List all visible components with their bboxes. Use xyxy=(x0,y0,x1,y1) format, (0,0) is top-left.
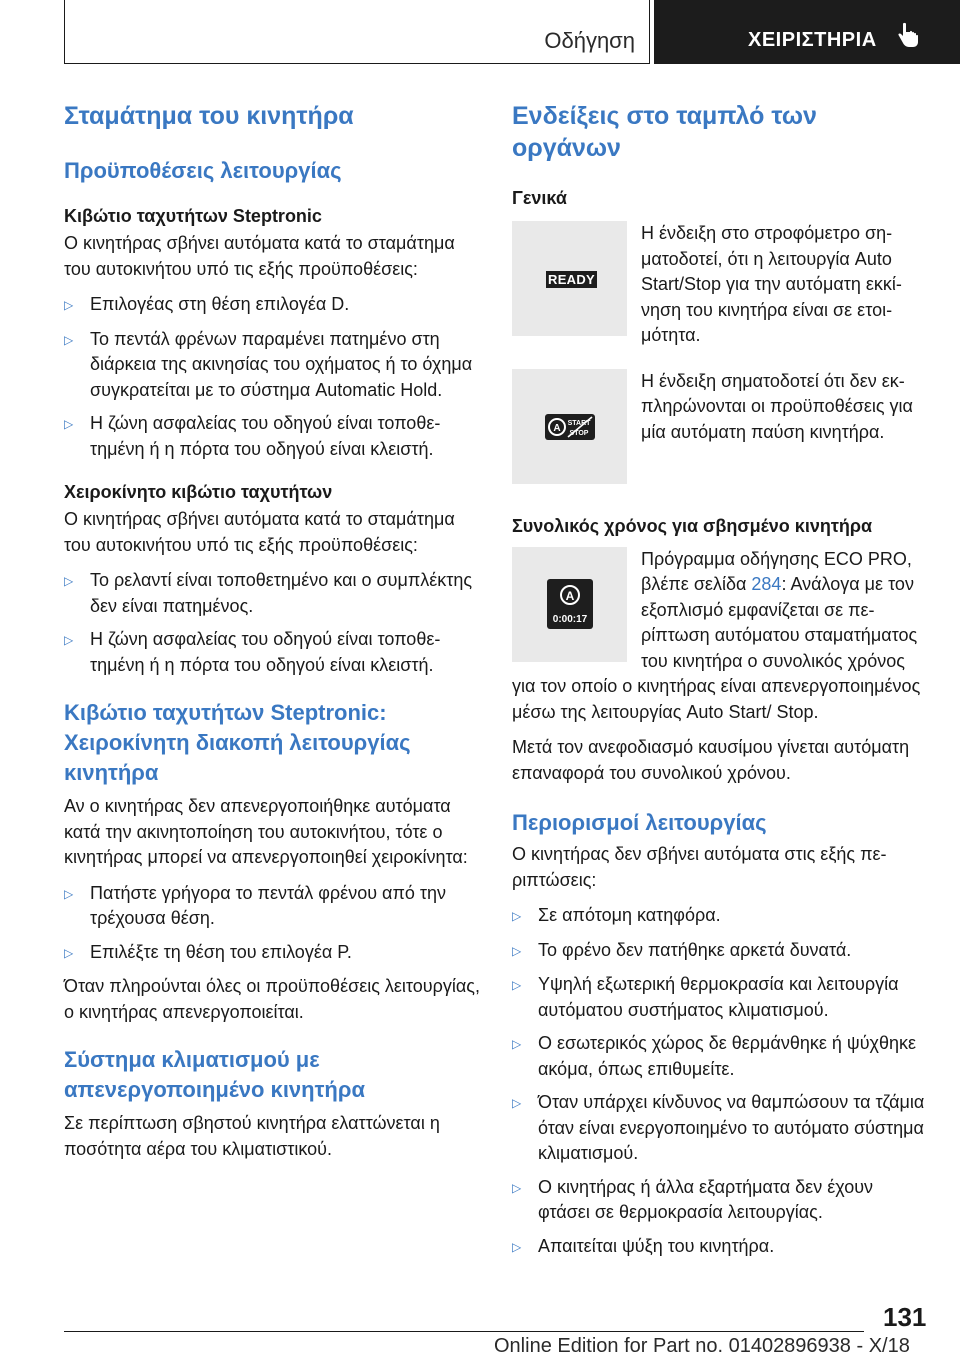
edition-note: Online Edition for Part no. 01402896938 - X/18 xyxy=(494,1335,910,1357)
svg-text:A: A xyxy=(553,422,561,434)
right-column xyxy=(512,100,927,1260)
triangle-bullet-icon: ▷ xyxy=(512,1096,522,1110)
ready-indicator-block xyxy=(512,221,927,349)
heading-instrument-displays: Ενδείξεις στο ταμπλό των οργάνων xyxy=(512,102,817,162)
list-item: ▷ Ο εσωτερικός χώρος δε θερμάνθηκε ή ψύχθηκε ακόμα, όπως επιθυμείτε. xyxy=(512,1031,927,1082)
list-item: ▷ Υψηλή εξωτερική θερμοκρασία και λειτουργία αυτόματου συστήματος κλιματισμού. xyxy=(512,972,927,1023)
list-item: ▷ Επιλέξτε τη θέση του επιλογέα P. xyxy=(64,940,484,967)
triangle-bullet-icon: ▷ xyxy=(512,1239,522,1254)
list-item: ▷ Το πεντάλ φρένων παραμένει πατημένο στη διάρκεια της ακινησίας του οχήματος ή το όχημα συγκρατείται με το σύστημα Automatic Hold. xyxy=(64,327,484,404)
list-item: ▷ Όταν υπάρχει κίνδυνος να θαμπώσουν τα τζάμια όταν είναι ενεργοποιημένο το αυτόματο σύστημα κλιματισμού. xyxy=(512,1090,927,1167)
svg-text:A: A xyxy=(565,588,575,603)
chapter-tab xyxy=(654,0,960,64)
total-time-block xyxy=(512,547,927,726)
list-item: ▷ Το ρελαντί είναι τοποθετημένο και ο συμπλέκτης δεν είναι πατημένος. xyxy=(64,568,484,619)
triangle-bullet-icon: ▷ xyxy=(512,909,522,923)
heading-engine-stop: Σταμάτημα του κινητήρα xyxy=(64,102,354,130)
list-item: ▷ Επιλογέας στη θέση επιλογέα D. xyxy=(64,292,484,319)
paragraph-steptronic: Ο κινητήρας σβήνει αυτόματα κατά το σταμάτημα του αυτοκινήτου υπό τις εξής προϋποθέσεις: xyxy=(64,233,455,279)
list-item: ▷ Σε απότομη κατηφόρα. xyxy=(512,903,927,930)
list-steptronic xyxy=(64,292,484,462)
section-tab xyxy=(64,0,650,64)
svg-text:START: START xyxy=(567,419,591,427)
triangle-bullet-icon: ▷ xyxy=(64,886,74,901)
left-column xyxy=(64,100,484,1162)
triangle-bullet-icon: ▷ xyxy=(512,978,522,992)
auto-start-stop-timer-icon xyxy=(512,547,627,662)
heading-operating-requirements: Προϋποθέσεις λειτουργίας xyxy=(64,158,342,183)
triangle-bullet-icon: ▷ xyxy=(64,574,74,588)
heading-general: Γενικά xyxy=(512,188,567,208)
paragraph-manual-gearbox: Ο κινητήρας σβήνει αυτόματα κατά το σταμάτημα του αυτοκινήτου υπό τις εξής προϋποθέσεις: xyxy=(64,509,455,555)
page-header xyxy=(64,0,960,66)
total-time-image xyxy=(512,547,627,662)
heading-total-engine-off-time: Συνολικός χρόνος για σβησμένο κινητήρα xyxy=(512,515,873,536)
ready-indicator-image xyxy=(512,221,627,336)
paragraph-ac-engine-off: Σε περίπτωση σβηστού κινητήρα ελαττώνεται η ποσότητα αέρα του κλιματιστικού. xyxy=(64,1113,440,1159)
list-manual-gearbox xyxy=(64,568,484,678)
svg-text:STOP: STOP xyxy=(569,429,589,437)
paragraph-manual-engine-stop: Αν ο κινητήρας δεν απενεργοποιήθηκε αυτόματα κατά την ακινητοποίηση του αυτοκινήτου, τότε ο κινητήρας μπορεί να απενεργοποιηθεί χειροκίνητα: xyxy=(64,796,468,867)
heading-ac-engine-off: Σύστημα κλιματισμού με απενεργοποιημένο κινητήρα xyxy=(64,1047,365,1102)
hand-pointer-icon xyxy=(896,22,920,50)
footer-divider xyxy=(64,1331,864,1332)
list-item: ▷ Η ζώνη ασφαλείας του οδηγού είναι τοποθετημένη ή η πόρτα του οδηγού είναι κλειστή. xyxy=(64,411,484,462)
heading-manual-gearbox: Χειροκίνητο κιβώτιο ταχυτήτων xyxy=(64,482,333,502)
list-item: ▷ Ο κινητήρας ή άλλα εξαρτήματα δεν έχουν φτάσει σε θερμοκρασία λειτουργίας. xyxy=(512,1175,927,1226)
heading-steptronic: Κιβώτιο ταχυτήτων Steptronic xyxy=(64,206,322,226)
svg-text:0:00:17: 0:00:17 xyxy=(552,613,588,625)
page-number: 131 xyxy=(883,1302,927,1332)
heading-function-limits: Περιορισμοί λειτουργίας xyxy=(512,810,767,835)
chapter-title: ΧΕΙΡΙΣΤΗΡΙΑ xyxy=(748,29,877,51)
list-function-limits xyxy=(512,903,927,1260)
triangle-bullet-icon: ▷ xyxy=(64,633,74,647)
paragraph-startstop-indicator: Η ένδειξη σηματοδοτεί ότι δεν εκπληρώνονται οι προϋποθέσεις για μία αυτόματη παύση κινητήρα. xyxy=(641,370,913,442)
triangle-bullet-icon: ▷ xyxy=(64,332,74,347)
heading-manual-engine-stop: Κιβώτιο ταχυτήτων Steptronic: Χειροκίνητη διακοπή λειτουργίας κινητήρα xyxy=(64,700,411,785)
startstop-indicator-block xyxy=(512,369,927,484)
triangle-bullet-icon: ▷ xyxy=(512,943,522,958)
triangle-bullet-icon: ▷ xyxy=(64,417,74,431)
page-reference-link[interactable]: 284 xyxy=(751,574,782,594)
list-manual-engine-stop xyxy=(64,881,484,967)
triangle-bullet-icon: ▷ xyxy=(512,1180,522,1195)
paragraph-total-time: Πρόγραμμα οδήγησης ECO PRO, βλέπε σελίδα 284: Ανάλογα με τον εξοπλισμό εμφανίζεται σε περίπτωση αυτόματου σταματήματος του κινητήρα ο συνολικός χρόνος για τον οποίο ο κινητήρας είναι απενεργοποιημένος μέσω της λειτουργίας Auto Start/ Stop. xyxy=(512,548,921,722)
auto-start-stop-off-icon xyxy=(512,369,627,484)
list-item: ▷ Το φρένο δεν πατήθηκε αρκετά δυνατά. xyxy=(512,938,927,965)
paragraph-total-time-reset: Μετά τον ανεφοδιασμό καυσίμου γίνεται αυτόματη επαναφορά του συνολικού χρόνου. xyxy=(512,737,910,783)
paragraph-ready-indicator: Η ένδειξη στο στροφόμετρο σηματοδοτεί, ότι η λειτουργία Auto Start/Stop για την αυτόματη εκκίνηση του κινητήρα είναι σε ετοιμότητα. xyxy=(641,223,902,345)
ready-indicator-label: READY xyxy=(548,272,596,287)
triangle-bullet-icon: ▷ xyxy=(512,1037,522,1051)
startstop-indicator-image xyxy=(512,369,627,484)
list-item: ▷ Απαιτείται ψύξη του κινητήρα. xyxy=(512,1234,927,1261)
paragraph-function-limits: Ο κινητήρας δεν σβήνει αυτόματα στις εξής περιπτώσεις: xyxy=(512,844,887,890)
section-title: Οδήγηση xyxy=(544,28,635,53)
list-item: ▷ Η ζώνη ασφαλείας του οδηγού είναι τοποθετημένη ή η πόρτα του οδηγού είναι κλειστή. xyxy=(64,627,484,678)
triangle-bullet-icon: ▷ xyxy=(64,945,74,960)
triangle-bullet-icon: ▷ xyxy=(64,298,74,312)
paragraph-manual-engine-stop-2: Όταν πληρούνται όλες οι προϋποθέσεις λειτουργίας, ο κινητήρας απενεργοποιείται. xyxy=(64,976,480,1022)
list-item: ▷ Πατήστε γρήγορα το πεντάλ φρένου από την τρέχουσα θέση. xyxy=(64,881,484,932)
